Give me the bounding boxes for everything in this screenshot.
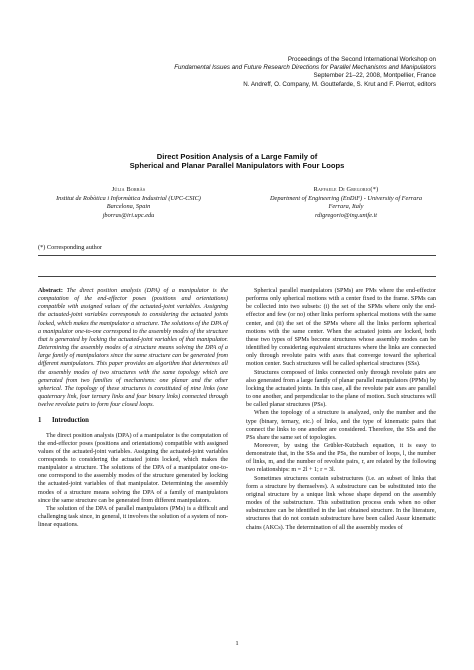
paragraph: Sometimes structures contain substructures (i.e. an subset of links that form a structure by themselves). A substructure can be substituted into the original structure by a unique link whose shape depend on the assembly modes of the substructure. This substitution process ends when no other substructure can be identified in the last obtained structure. In the literature, structures that do not contain substructure have been called Assur kinematic chains (AKCs). The determination of all the assembly modes of (246, 475, 436, 531)
page-number: 1 (235, 640, 239, 647)
author-email: jborras@iri.upc.edu (102, 211, 155, 219)
author-block (46, 186, 211, 220)
author-affiliation: Institut de Robòtica i Informàtica Industrial (UPC-CSIC) (56, 194, 201, 202)
left-column (38, 287, 228, 529)
divider (38, 255, 436, 256)
paragraph: The direct position analysis (DPA) of a manipulator is the computation of the end-effector poses (positions and orientations) compatible with assigned values of the actuated-joint variables. Assigning the actuated-joint variables corresponds to considering the actuated joints locked, which makes the manipulator a structure. The solutions of the DPA of a manipulator one-to-one correspond to the assembly modes of the structure generated by locking the actuated-joint variables of that manipulator. Determining the assembly modes of a structure means solving the DPA of a family of manipulators since the same structure can be generated from different manipulators. (38, 432, 228, 504)
right-column (246, 287, 436, 532)
author-name: Raffaele Di Gregorio(*) (313, 186, 379, 193)
proceedings-line: Proceedings of the Second International Workshop on (287, 56, 436, 63)
author-city: Ferrara, Italy (328, 203, 364, 210)
abstract-text: The direct position analysis (DPA) of a manipulator is the computation of the end-effector poses (positions and orientations) compatible with assigned values of the actuated-joint variables. Assigning the actuated-joint variables corresponds to considering the actuated joints locked, which makes the manipulator a structure. The solutions of the DPA of a manipulator one-to-one correspond to the assembly modes of the structure that is generated by locking the actuated-joint variables of that manipulator. Determining the assembly modes of a structure means solving the DPA of a large family of manipulators since the same structure can be generated from different manipulators. This paper provides an algorithm that determines all the assembly modes of two structures with the same topology which are generated from two families of mechanisms: one planar and the other spherical. The topology of these structures is constituted of nine links (one quaternary link, four ternary links and four binary links) connected through twelve revolute pairs to form four closed loops. (38, 288, 228, 409)
proceedings-line: September 21–22, 2008, Montpellier, France (313, 72, 436, 80)
section-title: Introduction (52, 417, 89, 425)
abstract (38, 287, 228, 409)
author-block (258, 186, 434, 220)
paper-title-line: Spherical and Planar Parallel Manipulators with Four Loops (129, 161, 345, 171)
proceedings-line: Fundamental Issues and Future Research Directions for Parallel Mechanisms and Manipulators (174, 64, 436, 72)
paper-title (40, 152, 434, 171)
paragraph: Spherical parallel manipulators (SPMs) are PMs where the end-effector performs only spherical motions with a center fixed to the frame. SPMs can be collected into two subsets: (i) the set of the SPMs where only the end-effector and few (or no) other links perform spherical motions with the same center, and (ii) the set of the SPMs where all the links perform spherical motions with the same center. When the actuated joints are locked, both these two types of SPMs become structures whose assembly modes can be identified by considering equivalent structures where the links are connected only through revolute pairs with axes that converge toward the spherical motion center. Such structures will be called spherical structures (SSs). (246, 288, 436, 368)
divider (38, 276, 436, 277)
paragraph: Moreover, by using the Grübler-Kutzbach equation, it is easy to demonstrate that, in the SSs and the PSs, the number of loops, l, the number of links, m, and the number of revolute pairs, r, are related by the following two relationships: m = 2l + 1; r = 3l. (246, 442, 436, 474)
paragraph: Structures composed of links connected only through revolute pairs are also generated from a large family of planar parallel manipulators (PPMs) by locking the actuated joints. In this case, all the revolute pair axes are parallel to one another, and perpendicular to the plane of motion. Such structures will be called planar structures (PSs). (246, 369, 436, 409)
proceedings-line: N. Andreff, O. Company, M. Gouttefarde, S. Krut and F. Pierrot, editors (243, 80, 436, 88)
author-affiliation: Department of Engineering (EnDiF) - University of Ferrara (270, 194, 422, 202)
paper-title-line: Direct Position Analysis of a Large Family of (156, 152, 318, 161)
section-number: 1 (38, 417, 42, 425)
author-name: Júlia Borràs (111, 186, 146, 193)
corresponding-author-note: (*) Corresponding author (38, 244, 103, 251)
paragraph: The solution of the DPA of parallel manipulators (PMs) is a difficult and challenging task since, in general, it involves the solution of a system of non-linear equations. (38, 505, 228, 529)
paragraph: When the topology of a structure is analyzed, only the number and the type (binary, ternary, etc.) of links, and the type of kinematic pairs that connect the links to one another are considered. Therefore, the SSs and the PSs share the same set of topologies. (246, 410, 436, 441)
section-heading (38, 417, 228, 425)
abstract-label: Abstract: (38, 288, 63, 294)
author-city: Barcelona, Spain (106, 203, 151, 210)
author-email: rdigregorio@ing.unife.it (315, 211, 377, 219)
proceedings-header (36, 56, 436, 89)
